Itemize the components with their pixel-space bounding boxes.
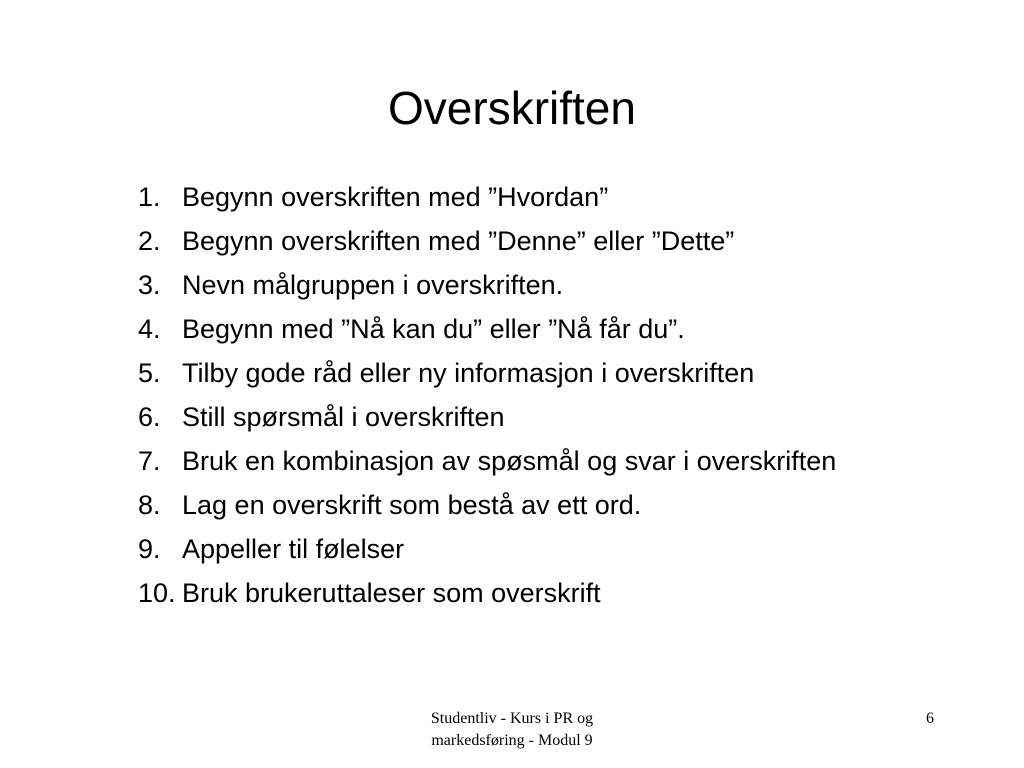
slide-title: Overskriften (388, 82, 636, 134)
tips-list (138, 180, 928, 620)
list-item-text: Appeller til følelser (182, 534, 405, 564)
list-item (138, 444, 928, 479)
list-item-number: 6. (138, 402, 161, 432)
list-item-text: Bruk en kombinasjon av spøsmål og svar i overskriften (182, 446, 837, 476)
list-item (138, 312, 928, 347)
list-item (138, 268, 928, 303)
list-item-number: 1. (138, 182, 161, 212)
list-item (138, 576, 928, 611)
list-item-text: Still spørsmål i overskriften (182, 402, 505, 432)
slide-footer (382, 708, 642, 752)
list-item (138, 400, 928, 435)
page-number: 6 (926, 710, 934, 727)
list-item-text: Nevn målgruppen i overskriften. (182, 270, 564, 300)
list-item (138, 224, 928, 259)
list-item-text: Bruk brukeruttaleser som overskrift (182, 578, 601, 608)
list-item (138, 180, 928, 215)
list-item (138, 488, 928, 523)
list-item-text: Begynn overskriften med ”Denne” eller ”Dette” (182, 226, 735, 256)
list-item-number: 7. (138, 446, 161, 476)
list-item (138, 356, 928, 391)
list-item-number: 2. (138, 226, 161, 256)
list-item-text: Tilby gode råd eller ny informasjon i overskriften (182, 358, 755, 388)
list-item-text: Begynn med ”Nå kan du” eller ”Nå får du”. (182, 314, 685, 344)
list-item-number: 10. (138, 578, 176, 608)
list-item-text: Lag en overskrift som bestå av ett ord. (182, 490, 642, 520)
footer-line: Studentliv - Kurs i PR og (430, 710, 594, 727)
list-item-number: 9. (138, 534, 161, 564)
list-item-number: 3. (138, 270, 161, 300)
list-item-number: 4. (138, 314, 161, 344)
list-item-number: 5. (138, 358, 161, 388)
list-item-text: Begynn overskriften med ”Hvordan” (182, 182, 609, 212)
list-item (138, 532, 928, 567)
list-item-number: 8. (138, 490, 161, 520)
footer-line: markedsføring - Modul 9 (431, 732, 593, 749)
